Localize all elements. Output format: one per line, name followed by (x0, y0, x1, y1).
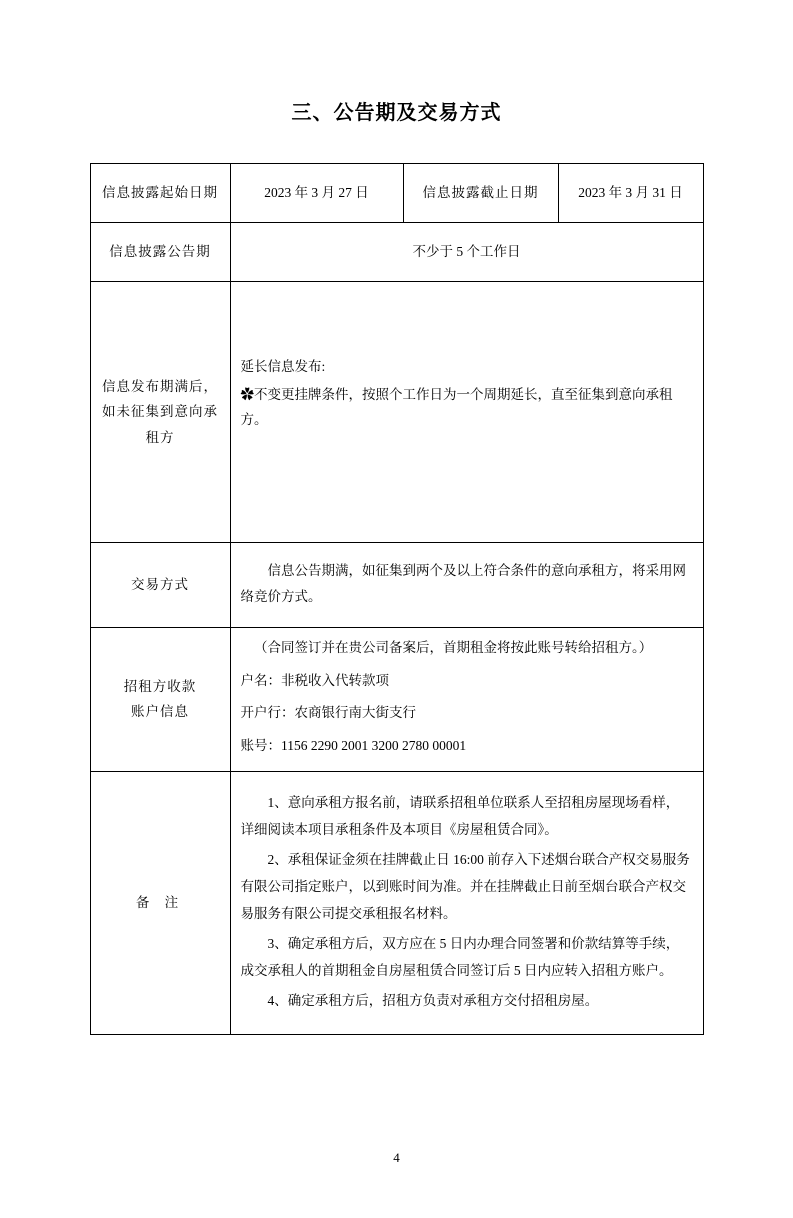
page-title: 三、公告期及交易方式 (291, 102, 502, 124)
label-extension-line2: 如未征集到意向承 (102, 404, 218, 420)
document-page (0, 96, 793, 1218)
account-note: （合同签订并在贵公司备案后，首期租金将按此账号转给招租方。） (254, 640, 653, 655)
label-remarks (90, 771, 230, 1034)
value-extension (230, 282, 703, 543)
extension-line2: ✿不变更挂牌条件，按照个工作日为一个周期延长，直至征集到意向承租方。 (240, 386, 673, 428)
label-remarks-text: 备 注 (135, 894, 185, 910)
label-extension-line1: 信息发布期满后， (102, 378, 218, 394)
table-row (90, 771, 703, 1034)
label-account-line1: 招租方收款 (123, 678, 197, 694)
table-row (90, 628, 703, 772)
table-row (90, 282, 703, 543)
label-account-info (90, 628, 230, 772)
table-row (90, 223, 703, 282)
value-disclosure-period: 不少于 5 个工作日 (230, 223, 703, 282)
account-name: 户名：非税收入代转款项 (240, 672, 389, 688)
table-row (90, 164, 703, 223)
label-disclosure-start-date: 信息披露起始日期 (90, 164, 230, 223)
remark-item: 4、确定承租方后，招租方负责对承租方交付招租房屋。 (267, 992, 599, 1008)
label-disclosure-end-date: 信息披露截止日期 (403, 164, 558, 223)
value-account-info (230, 628, 703, 772)
account-number: 账号：1156 2290 2001 3200 2780 00001 (240, 738, 467, 754)
label-extension-line3: 租方 (145, 429, 175, 445)
remark-item: 3、确定承租方后，双方应在 5 日内办理合同签署和价款结算等手续，成交承租人的首期租金自房屋租赁合同签订后 5 日内应转入招租方账户。 (240, 935, 680, 978)
label-account-line2: 账户信息 (131, 704, 189, 720)
label-disclosure-period: 信息披露公告期 (90, 223, 230, 282)
value-remarks (230, 771, 703, 1034)
remark-item: 1、意向承租方报名前，请联系招租单位联系人至招租房屋现场看样，详细阅读本项目承租条件及本项目《房屋租赁合同》。 (240, 794, 680, 837)
label-trade-method: 交易方式 (90, 543, 230, 628)
value-disclosure-start-date: 2023 年 3 月 27 日 (230, 164, 403, 223)
remark-item: 2、承租保证金须在挂牌截止日 16:00 前存入下述烟台联合产权交易服务有限公司指定账户，以到账时间为准。并在挂牌截止日前至烟台联合产权交易服务有限公司提交承租报名材料。 (240, 851, 690, 921)
account-bank: 开户行：农商银行南大街支行 (240, 705, 416, 721)
trade-method-text: 信息公告期满，如征集到两个及以上符合条件的意向承租方，将采用网络竞价方式。 (240, 563, 686, 604)
label-extension (90, 282, 230, 543)
value-trade-method (230, 543, 703, 628)
extension-line1: 延长信息发布: (240, 359, 326, 374)
table-row (90, 543, 703, 628)
value-disclosure-end-date: 2023 年 3 月 31 日 (558, 164, 703, 223)
announcement-table (90, 163, 704, 1035)
page-number: 4 (393, 1150, 400, 1165)
